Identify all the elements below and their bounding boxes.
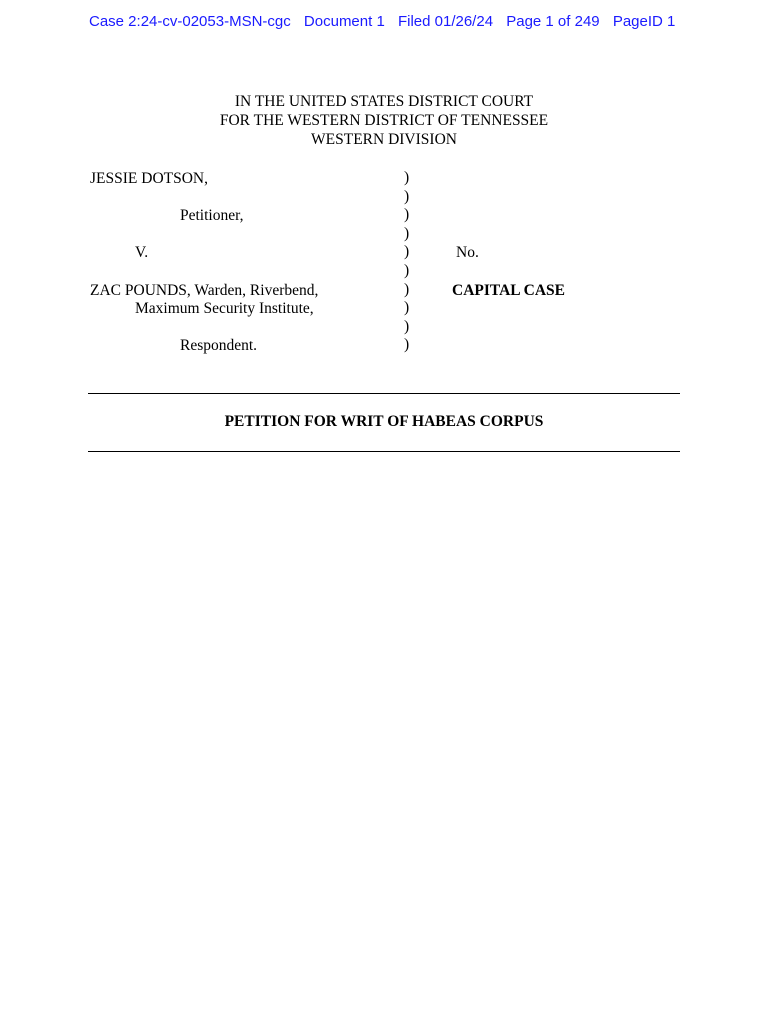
caption-paren: ) — [404, 225, 410, 242]
petitioner-name: JESSIE DOTSON, — [90, 170, 208, 187]
respondent-role: Respondent. — [180, 337, 258, 354]
document-title: PETITION FOR WRIT OF HABEAS CORPUS — [224, 413, 544, 430]
case-number: Case 2:24-cv-02053-MSN-cgc — [89, 13, 291, 30]
caption-paren: ) — [404, 188, 410, 205]
court-division-line: WESTERN DIVISION — [311, 131, 457, 148]
case-caption — [0, 0, 768, 360]
case-number-label: No. — [456, 244, 479, 261]
caption-paren: ) — [404, 281, 410, 298]
page-id: PageID 1 — [612, 13, 676, 30]
court-district-line: FOR THE WESTERN DISTRICT OF TENNESSEE — [219, 112, 549, 129]
caption-paren: ) — [404, 206, 410, 223]
versus-label: V. — [135, 244, 149, 261]
title-bottom-rule — [88, 451, 680, 452]
caption-paren: ) — [404, 169, 410, 186]
page-count: Page 1 of 249 — [506, 13, 600, 30]
caption-paren: ) — [404, 262, 410, 279]
caption-paren: ) — [404, 299, 410, 316]
respondent-name-line1: ZAC POUNDS, Warden, Riverbend, — [90, 282, 319, 299]
respondent-name-line2: Maximum Security Institute, — [135, 300, 314, 317]
court-name-line: IN THE UNITED STATES DISTRICT COURT — [234, 93, 534, 110]
title-top-rule — [88, 393, 680, 394]
caption-paren: ) — [404, 243, 410, 260]
filed-date: Filed 01/26/24 — [397, 13, 494, 30]
petitioner-role: Petitioner, — [180, 207, 244, 224]
document-number: Document 1 — [303, 13, 385, 30]
caption-paren: ) — [404, 318, 410, 335]
caption-paren: ) — [404, 336, 410, 353]
capital-case-label: CAPITAL CASE — [452, 282, 565, 299]
